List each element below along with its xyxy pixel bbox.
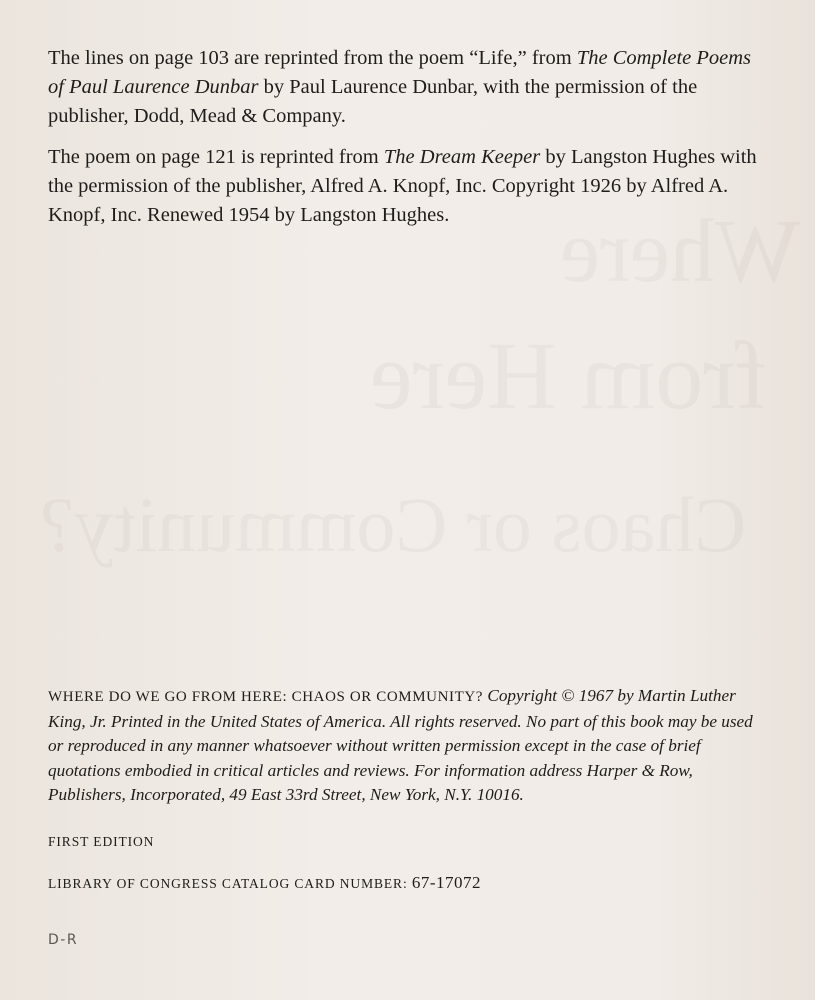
show-through-text-2: from Here [370, 322, 768, 429]
copyright-text: Copyright © 1967 by Martin Luther King, Jr. Printed in the United States of America. All rights reserved. No part of this book may be used or reproduced in any manner whatsoever without written permission except in the case of brief quotations embodied in critical articles and reviews. For information address Harper & Row, Publishers, Incorporated, 49 East 33rd Street, New York, N.Y. 10016. [48, 686, 753, 804]
show-through-text-1: Where [560, 202, 800, 301]
book-title-hughes: The Dream Keeper [383, 146, 541, 168]
credit-paragraph-hughes: The poem on page 121 is reprinted from The Dream Keeper by Langston Hughes with the permission of the publisher, Alfred A. Knopf, Inc. Copyright 1926 by Alfred A. Knopf, Inc. Renewed 1954 by Langston Hughes. [48, 146, 757, 226]
lccn-number: 67-17072 [411, 873, 482, 892]
show-through-text-3: Chaos or Community? [40, 481, 747, 568]
book-title-caps: WHERE DO WE GO FROM HERE: CHAOS OR COMMUNITY? [48, 689, 484, 705]
lccn-line [48, 873, 481, 893]
lccn-label: LIBRARY OF CONGRESS CATALOG CARD NUMBER: [48, 876, 408, 891]
credit-paragraph-dunbar: The lines on page 103 are reprinted from the poem “Life,” from The Complete Poems of Paul Laurence Dunbar by Paul Laurence Dunbar, with the permission of the publisher, Dodd, Mead & Company. [48, 47, 752, 127]
permissions-credits [48, 44, 760, 242]
book-title-dunbar: The Complete Poems of Paul Laurence Dunbar [48, 47, 752, 98]
printer-code: D-R [48, 932, 79, 948]
edition-label: FIRST EDITION [48, 834, 155, 849]
copyright-notice [48, 684, 764, 808]
